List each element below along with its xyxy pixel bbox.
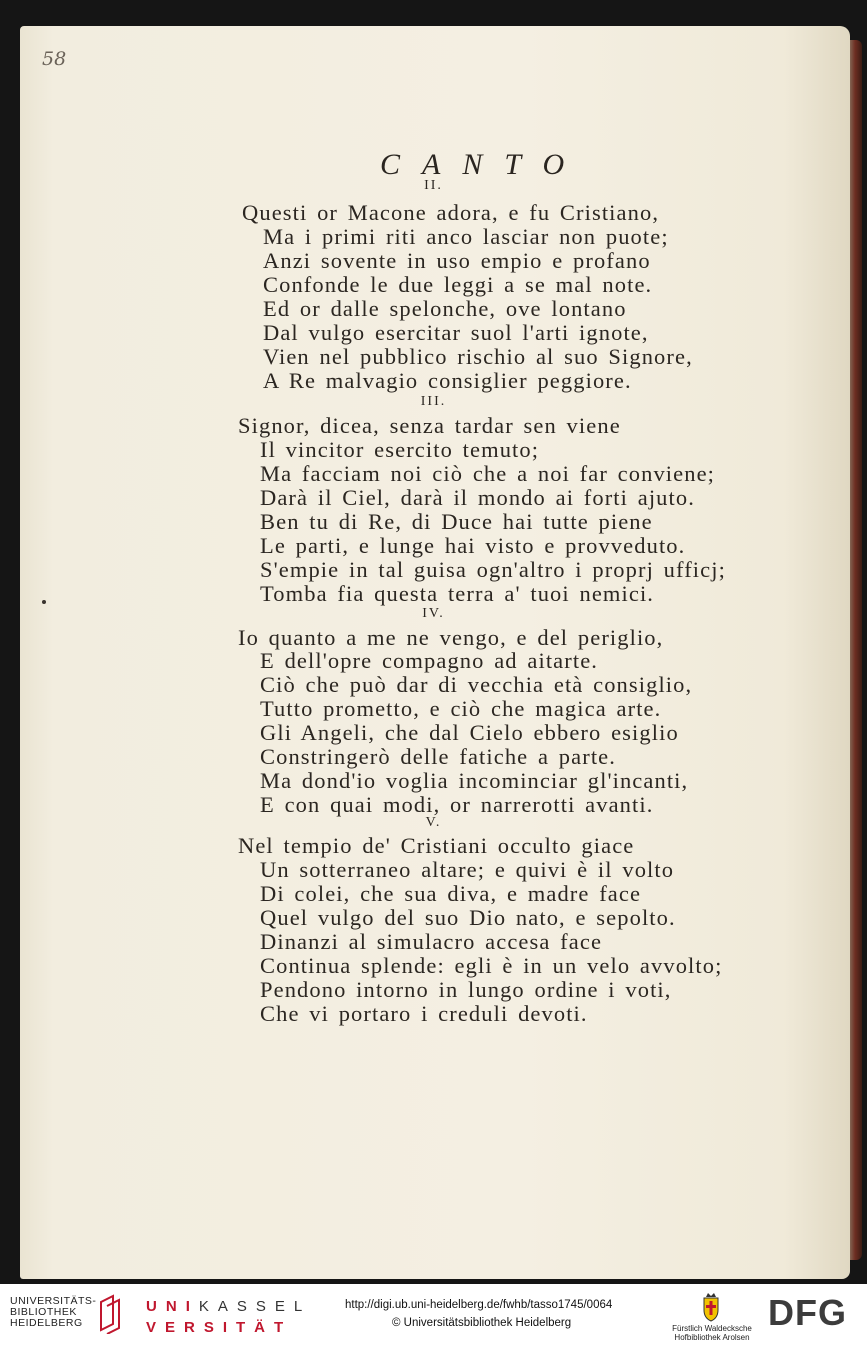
verse-line: Io quanto a me ne vengo, e del periglio, (238, 625, 664, 650)
uni-kassel-logo[interactable] (146, 1296, 311, 1338)
kassel-letter: U (146, 1298, 166, 1315)
verse-line: A Re malvagio consiglier peggiore. (263, 368, 632, 393)
verse-line: Ma facciam noi ciò che a noi far conviene; (260, 461, 716, 486)
logo-text-line: BIBLIOTHEK (10, 1306, 77, 1318)
verse-line: Dal vulgo esercitar suol l'arti ignote, (263, 320, 649, 345)
logo-text-line: UNIVERSITÄTS- (10, 1295, 97, 1307)
verse-line: Ben tu di Re, di Duce hai tutte piene (260, 509, 653, 534)
verse-line: Gli Angeli, che dal Cielo ebbero esiglio (260, 720, 679, 745)
verse-line: S'empie in tal guisa ogn'altro i proprj ufficj; (260, 557, 726, 582)
verse-line: Ma dond'io voglia incominciar gl'incanti, (260, 768, 689, 793)
verse-line: Vien nel pubblico rischio al suo Signore, (263, 344, 693, 369)
stanza-numeral: IV. (422, 606, 445, 621)
kassel-letter: I (185, 1298, 199, 1315)
verse-line: Ma i primi riti anco lasciar non puote; (263, 224, 669, 249)
copyright-notice: © Universitätsbibliothek Heidelberg (392, 1317, 572, 1329)
arolsen-line: Hofbibliothek Arolsen (674, 1333, 750, 1342)
ink-speck (42, 600, 46, 604)
verse-line: Continua splende: egli è in un velo avvolto; (260, 953, 723, 978)
verse-line: Pendono intorno in lungo ordine i voti, (260, 977, 672, 1002)
verse-line: Darà il Ciel, darà il mondo ai forti ajuto. (260, 485, 695, 510)
arolsen-line: Fürstlich Waldecksche (672, 1324, 752, 1333)
verse-line: Confonde le due leggi a se mal note. (263, 272, 653, 297)
stanza-numeral: V. (425, 815, 442, 830)
stanza-numeral: II. (424, 178, 443, 193)
verse-line: Nel tempio de' Cristiani occulto giace (238, 833, 635, 858)
verse-line: Dinanzi al simulacro accesa face (260, 929, 603, 954)
verse-line: Quel vulgo del suo Dio nato, e sepolto. (260, 905, 676, 930)
verse-line: Signor, dicea, senza tardar sen viene (238, 413, 621, 438)
verse-line: Di colei, che sua diva, e madre face (260, 881, 642, 906)
verse-line: Il vincitor esercito temuto; (260, 437, 540, 462)
dfg-logo[interactable]: DFG (768, 1292, 847, 1333)
stanza-numeral: III. (420, 394, 447, 409)
arolsen-crest-icon[interactable] (700, 1292, 722, 1322)
verse-line: E con quai modi, or narrerotti avanti. (260, 792, 654, 817)
kassel-word: KASSEL (198, 1298, 312, 1315)
book-edge (848, 40, 862, 1260)
kassel-versitat: VERSITÄT (146, 1319, 293, 1336)
verse-line: Anzi sovente in uso empio e profano (263, 248, 651, 273)
heidelberg-logo-icon[interactable] (98, 1294, 124, 1334)
verse-line: Tomba fia questa terra a' tuoi nemici. (260, 581, 655, 606)
logo-text-line: HEIDELBERG (10, 1317, 83, 1329)
verse-line: Le parti, e lunge hai visto e provveduto. (260, 533, 686, 558)
arolsen-library-label (666, 1324, 758, 1342)
verse-line: E dell'opre compagno ad aitarte. (260, 648, 599, 673)
heidelberg-library-logo-text[interactable] (10, 1296, 96, 1329)
verse-line: Questi or Macone adora, e fu Cristiano, (242, 200, 660, 225)
verse-line: Che vi portaro i creduli devoti. (260, 1001, 588, 1026)
verse-line: Ciò che può dar di vecchia età consiglio, (260, 672, 693, 697)
source-url-link[interactable]: http://digi.ub.uni-heidelberg.de/fwhb/tasso1745/0064 (345, 1299, 613, 1311)
verse-line: Ed or dalle spelonche, ove lontano (263, 296, 627, 321)
verse-line: Constringerò delle fatiche a parte. (260, 744, 616, 769)
canto-heading: CANTO (380, 148, 587, 181)
verse-line: Tutto prometto, e ciò che magica arte. (260, 696, 662, 721)
page-number: 58 (42, 48, 67, 70)
verse-line: Un sotterraneo altare; e quivi è il volto (260, 857, 675, 882)
kassel-letter: N (165, 1298, 186, 1315)
